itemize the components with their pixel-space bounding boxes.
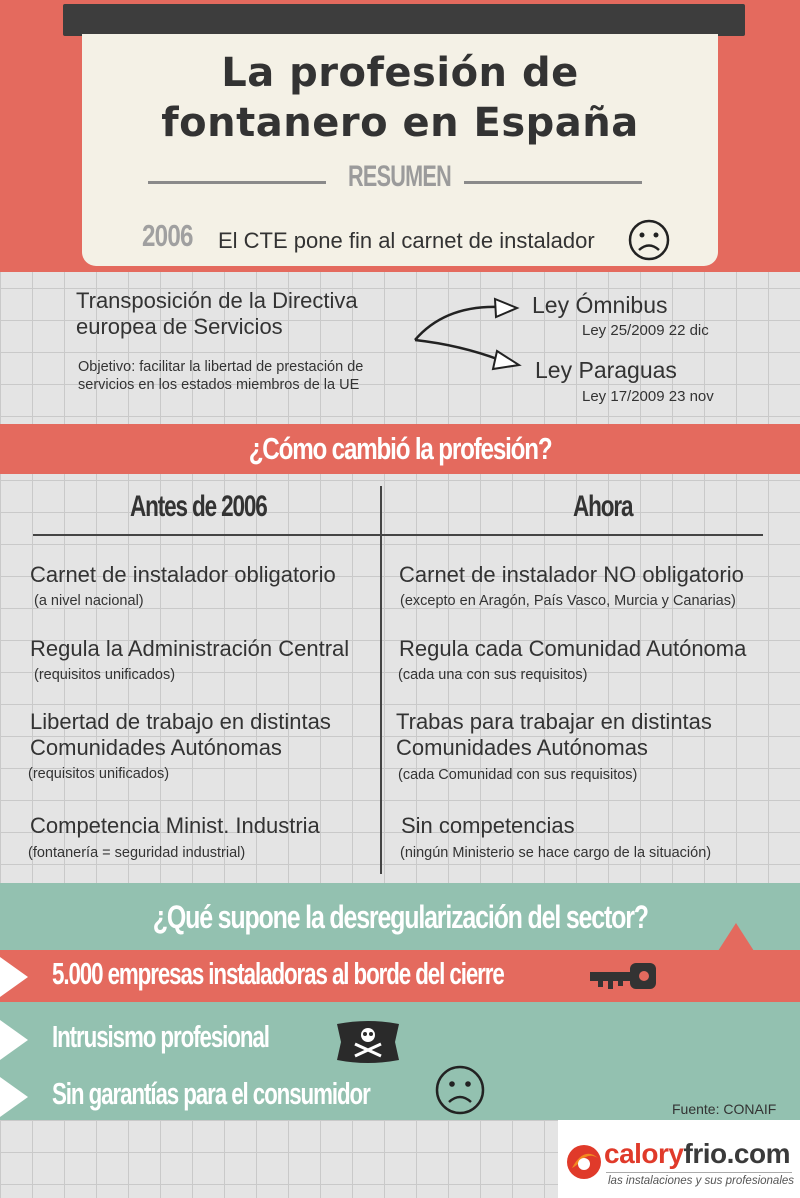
row1-left-sub: (a nivel nacional) — [34, 593, 144, 609]
supone-title — [0, 883, 800, 951]
year-label — [142, 218, 207, 254]
bullet-1 — [52, 956, 679, 992]
column-header-before — [130, 490, 312, 524]
source-label: Fuente: CONAIF — [672, 1101, 777, 1117]
row3-right-line-1: Trabas para trabajar en distintas — [396, 709, 712, 734]
bullet-arrow-2 — [0, 1020, 28, 1060]
row4-left-main: Competencia Minist. Industria — [30, 813, 320, 838]
title-line-1: La profesión de — [221, 50, 579, 96]
title-line-2: fontanero en España — [161, 100, 639, 146]
speech-pointer — [718, 921, 754, 951]
ley-omnibus: Ley Ómnibus — [532, 292, 668, 318]
year-text: 2006 — [142, 218, 193, 253]
row3-left-main — [30, 709, 331, 761]
page-title — [0, 48, 800, 148]
objetivo-text — [78, 358, 363, 394]
logo-tagline: las instalaciones y sus profesionales — [608, 1175, 795, 1187]
logo-text-frio: frio — [683, 1138, 727, 1169]
key-icon — [588, 958, 660, 994]
row3-right-sub: (cada Comunidad con sus requisitos) — [398, 767, 638, 783]
row2-left-main: Regula la Administración Central — [30, 636, 350, 661]
bullet-arrow-3 — [0, 1077, 28, 1117]
row3-left-sub: (requisitos unificados) — [28, 766, 170, 782]
row4-left-sub: (fontanería = seguridad industrial) — [28, 845, 246, 861]
top-dark-bar — [63, 4, 745, 36]
row3-left-line-2: Comunidades Autónomas — [30, 735, 282, 760]
header-divider — [33, 534, 763, 536]
curved-arrow-icon — [405, 290, 530, 375]
column-header-now-text: Ahora — [573, 490, 633, 523]
row4-right-sub: (ningún Ministerio se hace cargo de la situación) — [400, 845, 712, 861]
bullet-1-text: 5.000 empresas instaladoras al borde del cierre — [52, 956, 504, 991]
row1-left-main: Carnet de instalador obligatorio — [30, 562, 336, 587]
ley-paraguas-sub: Ley 17/2009 23 nov — [582, 388, 714, 405]
cte-text: El CTE pone fin al carnet de instalador — [218, 228, 595, 253]
ley-paraguas: Ley Paraguas — [535, 357, 677, 383]
sad-face-icon — [434, 1064, 486, 1116]
transposicion-line-2: europea de Servicios — [76, 314, 283, 339]
resumen-label — [312, 160, 488, 194]
column-header-before-text: Antes de 2006 — [130, 490, 267, 523]
row2-right-sub: (cada una con sus requisitos) — [398, 667, 588, 683]
logo-text — [604, 1138, 790, 1170]
how-title — [0, 424, 800, 474]
row3-left-line-1: Libertad de trabajo en distintas — [30, 709, 331, 734]
column-divider — [380, 486, 382, 874]
row2-left-sub: (requisitos unificados) — [34, 667, 176, 683]
bullet-3 — [52, 1076, 493, 1112]
how-title-text: ¿Cómo cambió la profesión? — [248, 431, 552, 466]
sad-face-icon — [627, 218, 671, 262]
logo-icon — [564, 1142, 604, 1182]
row2-right-main: Regula cada Comunidad Autónoma — [399, 636, 747, 661]
column-header-now — [573, 490, 652, 524]
bullet-arrow-1 — [0, 957, 28, 997]
row4-right-main: Sin competencias — [401, 813, 575, 838]
pirate-flag-icon — [335, 1020, 401, 1064]
row3-right-main — [396, 709, 712, 761]
transposicion-line-1: Transposición de la Directiva — [76, 288, 358, 313]
logo-text-com: .com — [726, 1138, 790, 1169]
divider-right — [464, 181, 642, 184]
objetivo-line-1: Objetivo: facilitar la libertad de prestación de — [78, 359, 364, 375]
logo-text-calory: calory — [604, 1138, 684, 1169]
supone-title-text: ¿Qué supone la desregularización del sector? — [152, 899, 648, 935]
resumen-text: RESUMEN — [348, 160, 452, 193]
bullet-2 — [52, 1019, 353, 1055]
logo[interactable] — [558, 1120, 800, 1198]
bullet-2-text: Intrusismo profesional — [52, 1019, 269, 1054]
row1-right-main: Carnet de instalador NO obligatorio — [399, 562, 744, 587]
row3-right-line-2: Comunidades Autónomas — [396, 735, 648, 760]
objetivo-line-2: servicios en los estados miembros de la UE — [78, 377, 360, 393]
divider-left — [148, 181, 326, 184]
row1-right-sub: (excepto en Aragón, País Vasco, Murcia y Canarias) — [400, 593, 736, 609]
transposicion-title — [76, 288, 358, 340]
ley-omnibus-sub: Ley 25/2009 22 dic — [582, 322, 709, 339]
bullet-3-text: Sin garantías para el consumidor — [52, 1076, 370, 1111]
